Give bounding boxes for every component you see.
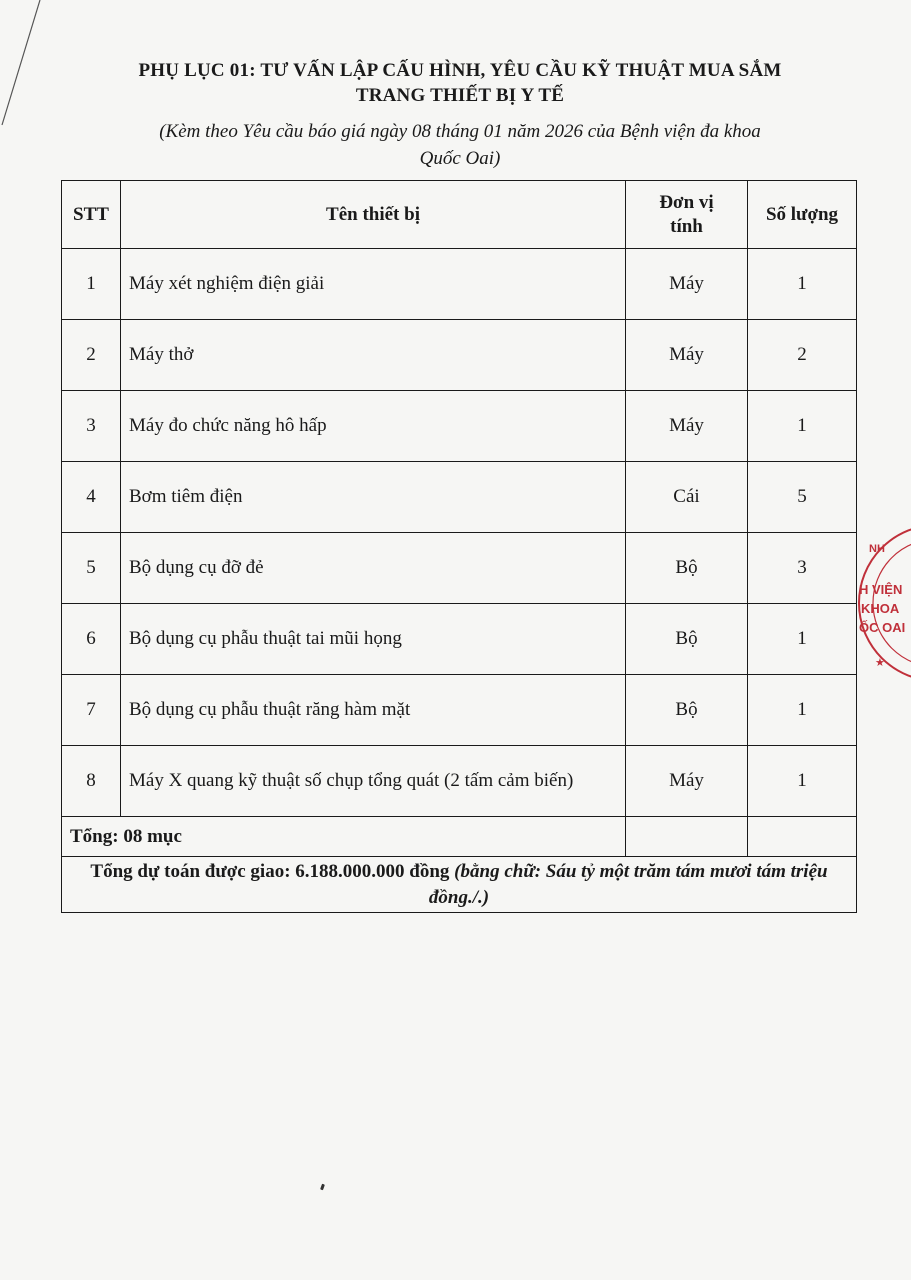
table-row (62, 391, 857, 462)
header-unit (626, 181, 748, 249)
table-row (62, 746, 857, 817)
title-line-1: PHỤ LỤC 01: TƯ VẤN LẬP CẤU HÌNH, YÊU CẦU KỸ THUẬT MUA SẮM (138, 60, 782, 81)
table-row (62, 462, 857, 533)
cell-unit: Máy (626, 249, 748, 320)
cell-stt: 1 (62, 249, 121, 320)
seal-star-icon: ★ (875, 657, 885, 669)
seal-text-4: ỐC OAI (859, 620, 906, 635)
total-unit-empty (626, 817, 748, 857)
table-row (62, 249, 857, 320)
cell-qty: 1 (748, 746, 857, 817)
cell-unit: Bộ (626, 604, 748, 675)
cell-stt: 5 (62, 533, 121, 604)
header-unit-line-2: tính (670, 215, 703, 237)
document-title (60, 58, 860, 108)
header-name: Tên thiết bị (121, 181, 626, 249)
official-seal-stamp (855, 518, 911, 688)
table-row (62, 533, 857, 604)
cell-name: Máy thở (121, 320, 626, 391)
cell-name: Bộ dụng cụ đỡ đẻ (121, 533, 626, 604)
seal-text-2: H VIỆN (859, 582, 903, 597)
cell-unit: Cái (626, 462, 748, 533)
table-row (62, 320, 857, 391)
equipment-table (61, 180, 857, 913)
cell-stt: 6 (62, 604, 121, 675)
document-subtitle (90, 118, 830, 172)
paper-fold-line (0, 0, 60, 130)
cell-qty: 5 (748, 462, 857, 533)
table-row (62, 604, 857, 675)
cell-name: Máy đo chức năng hô hấp (121, 391, 626, 462)
cell-stt: 4 (62, 462, 121, 533)
cell-qty: 2 (748, 320, 857, 391)
table-row (62, 675, 857, 746)
cell-unit: Bộ (626, 675, 748, 746)
subtitle-line-2: Quốc Oai) (419, 148, 501, 169)
budget-in-words: (bằng chữ: Sáu tỷ một trăm tám mươi tám triệu đồng./.) (428, 860, 828, 908)
total-label: Tổng: 08 mục (62, 817, 626, 857)
cell-unit: Máy (626, 320, 748, 391)
cell-unit: Máy (626, 746, 748, 817)
cell-name: Bộ dụng cụ phẫu thuật tai mũi họng (121, 604, 626, 675)
cell-unit: Bộ (626, 533, 748, 604)
seal-text-1: NH (869, 543, 885, 555)
cell-stt: 8 (62, 746, 121, 817)
cell-qty: 1 (748, 249, 857, 320)
cell-stt: 2 (62, 320, 121, 391)
total-row (62, 817, 857, 857)
subtitle-line-1: (Kèm theo Yêu cầu báo giá ngày 08 tháng 01 năm 2026 của Bệnh viện đa khoa (159, 121, 761, 142)
cell-qty: 3 (748, 533, 857, 604)
cell-name: Máy xét nghiệm điện giải (121, 249, 626, 320)
table-header-row (62, 181, 857, 249)
cell-unit: Máy (626, 391, 748, 462)
cell-qty: 1 (748, 604, 857, 675)
total-qty-empty (748, 817, 857, 857)
budget-amount: Tổng dự toán được giao: 6.188.000.000 đồng (90, 860, 450, 882)
cell-qty: 1 (748, 391, 857, 462)
ink-mark (320, 1184, 325, 1191)
cell-stt: 7 (62, 675, 121, 746)
cell-qty: 1 (748, 675, 857, 746)
title-line-2: TRANG THIẾT BỊ Y TẾ (355, 85, 565, 106)
header-unit-line-1: Đơn vị (659, 191, 714, 213)
budget-row (62, 857, 857, 913)
budget-cell (62, 857, 857, 913)
cell-stt: 3 (62, 391, 121, 462)
seal-text-3: KHOA (861, 601, 900, 616)
cell-name: Bơm tiêm điện (121, 462, 626, 533)
header-stt: STT (62, 181, 121, 249)
cell-name: Máy X quang kỹ thuật số chụp tổng quát (2 tấm cảm biến) (121, 746, 626, 817)
header-qty: Số lượng (748, 181, 857, 249)
cell-name: Bộ dụng cụ phẫu thuật răng hàm mặt (121, 675, 626, 746)
